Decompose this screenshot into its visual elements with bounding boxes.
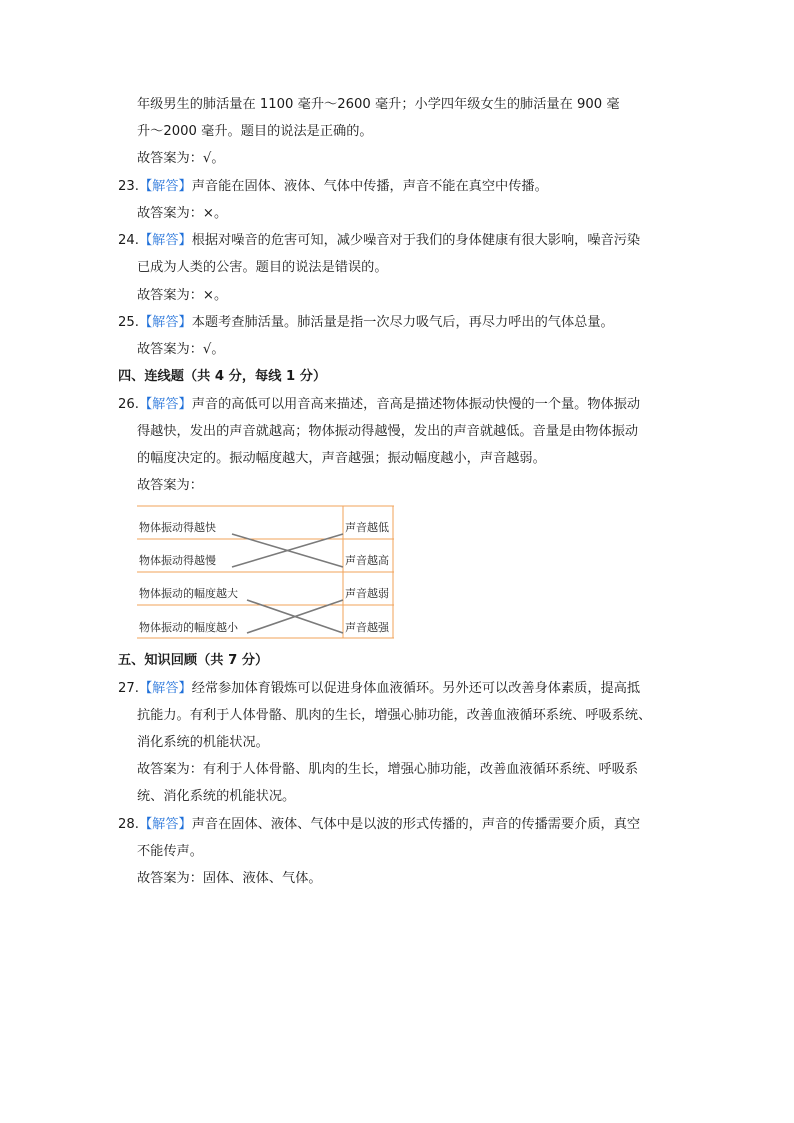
left-label-1: 物体振动得越快 <box>139 521 216 534</box>
left-label-2: 物体振动得越慢 <box>139 554 216 567</box>
q26-text-line-1 <box>118 395 640 415</box>
q28-text-line-1 <box>118 815 640 835</box>
q26-text-3: 的幅度决定的。振动幅度越大，声音越强；振动幅度越小，声音越弱。 <box>137 451 546 466</box>
q23-number: 23. <box>118 179 139 194</box>
q28-number: 28. <box>118 817 139 832</box>
q27-answer-2: 统、消化系统的机能状况。 <box>137 789 296 804</box>
q27-text-3: 消化系统的机能状况。 <box>137 735 269 750</box>
q23-text-line <box>118 177 548 197</box>
q25-text: 本题考查肺活量。肺活量是指一次尽力吸气后，再尽力呼出的气体总量。 <box>191 315 614 330</box>
q24-text-line-1 <box>118 231 640 251</box>
right-label-2: 声音越高 <box>345 554 389 567</box>
q28-text-2: 不能传声。 <box>137 844 203 859</box>
q23-solution-tag: 【解答】 <box>138 179 192 194</box>
left-label-3: 物体振动的幅度越大 <box>139 587 238 600</box>
q24-text-1: 根据对噪音的危害可知，减少噪音对于我们的身体健康有很大影响，噪音污染 <box>191 233 641 248</box>
right-label-4: 声音越强 <box>345 621 389 634</box>
q24-answer: 故答案为：×。 <box>137 288 228 303</box>
q27-text-1: 经常参加体育锻炼可以促进身体血液循环。另外还可以改善身体素质，提高抵 <box>191 681 641 696</box>
q24-solution-tag: 【解答】 <box>138 233 192 248</box>
q24-number: 24. <box>118 233 139 248</box>
q26-number: 26. <box>118 397 139 412</box>
q27-text-line-1 <box>118 679 640 699</box>
q25-solution-tag: 【解答】 <box>138 315 192 330</box>
section-4-heading: 四、连线题（共 4 分，每线 1 分） <box>118 369 327 384</box>
matching-diagram <box>137 505 394 639</box>
q25-number: 25. <box>118 315 139 330</box>
intro-line-1: 年级男生的肺活量在 1100 毫升～2600 毫升；小学四年级女生的肺活量在 900 毫 <box>137 97 620 112</box>
q26-text-1: 声音的高低可以用音高来描述，音高是描述物体振动快慢的一个量。物体振动 <box>191 397 641 412</box>
q26-answer: 故答案为： <box>137 478 203 493</box>
q27-text-2: 抗能力。有利于人体骨骼、肌肉的生长，增强心肺功能，改善血液循环系统、呼吸系统、 <box>137 708 652 723</box>
q27-number: 27. <box>118 681 139 696</box>
q28-solution-tag: 【解答】 <box>138 817 192 832</box>
q23-answer: 故答案为：×。 <box>137 206 228 221</box>
right-label-3: 声音越弱 <box>345 587 389 600</box>
q24-text-2: 已成为人类的公害。题目的说法是错误的。 <box>137 260 388 275</box>
q26-solution-tag: 【解答】 <box>138 397 192 412</box>
q27-solution-tag: 【解答】 <box>138 681 192 696</box>
left-label-4: 物体振动的幅度越小 <box>139 621 238 634</box>
q25-text-line <box>118 313 614 333</box>
intro-line-2: 升～2000 毫升。题目的说法是正确的。 <box>137 124 373 139</box>
q25-answer: 故答案为：√。 <box>137 342 225 357</box>
right-label-1: 声音越低 <box>345 521 389 534</box>
q27-answer-1: 故答案为：有利于人体骨骼、肌肉的生长，增强心肺功能，改善血液循环系统、呼吸系 <box>137 762 639 777</box>
q28-text-1: 声音在固体、液体、气体中是以波的形式传播的，声音的传播需要介质，真空 <box>191 817 641 832</box>
section-5-heading: 五、知识回顾（共 7 分） <box>118 653 269 668</box>
q28-answer: 故答案为：固体、液体、气体。 <box>137 871 322 886</box>
q26-text-2: 得越快，发出的声音就越高；物体振动得越慢，发出的声音就越低。音量是由物体振动 <box>137 424 639 439</box>
intro-answer: 故答案为：√。 <box>137 151 225 166</box>
q23-text: 声音能在固体、液体、气体中传播，声音不能在真空中传播。 <box>191 179 548 194</box>
